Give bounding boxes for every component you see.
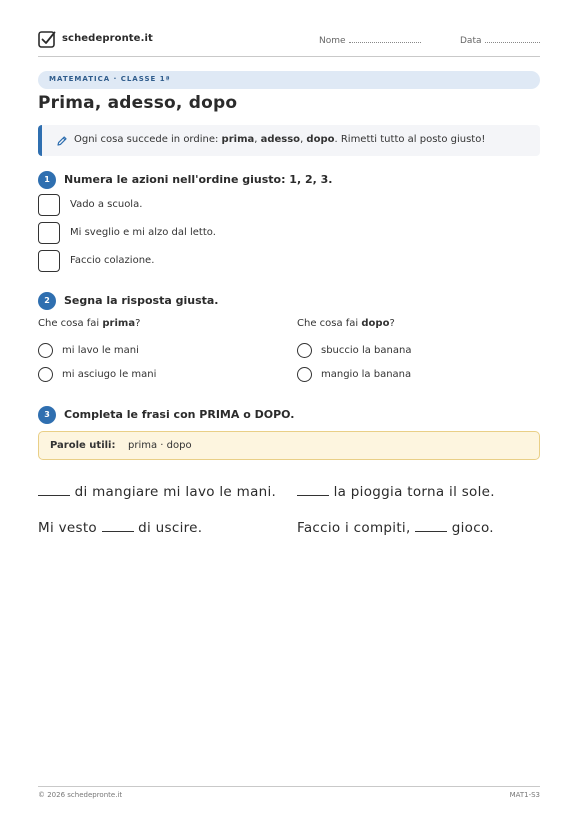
action-label: Vado a scuola. xyxy=(70,199,143,210)
action-label: Mi sveglio e mi alzo dal letto. xyxy=(70,227,216,238)
header-divider xyxy=(38,56,540,57)
fill-blank[interactable] xyxy=(38,484,70,496)
order-box[interactable] xyxy=(38,194,60,216)
sentence: di mangiare mi lavo le mani. xyxy=(38,484,276,500)
list-item xyxy=(38,194,338,216)
checkbox-logo-icon xyxy=(38,30,56,49)
date-blank[interactable] xyxy=(485,35,540,43)
fill-blank[interactable] xyxy=(415,520,447,532)
list-item xyxy=(38,367,258,383)
word-bank-label: Parole utili: xyxy=(50,440,116,451)
date-label: Data xyxy=(460,36,482,46)
name-blank[interactable] xyxy=(349,35,421,43)
list-item xyxy=(297,343,517,359)
answer-radio[interactable] xyxy=(38,343,53,358)
pencil-icon xyxy=(56,135,68,147)
answer-radio[interactable] xyxy=(297,367,312,382)
order-box[interactable] xyxy=(38,250,60,272)
answer-radio[interactable] xyxy=(297,343,312,358)
footer-divider xyxy=(38,786,540,787)
name-field xyxy=(319,35,421,46)
fill-blank[interactable] xyxy=(297,484,329,496)
answer-label: mi lavo le mani xyxy=(62,345,139,356)
page-title: Prima, adesso, dopo xyxy=(38,93,238,113)
sentence: Faccio i compiti, gioco. xyxy=(297,520,494,536)
name-label: Nome xyxy=(319,36,346,46)
fill-blank[interactable] xyxy=(102,520,134,532)
sentence: Mi vesto di uscire. xyxy=(38,520,203,536)
sentence: la pioggia torna il sole. xyxy=(297,484,495,500)
action-label: Faccio colazione. xyxy=(70,255,155,266)
exercise-number: 1 xyxy=(38,171,56,189)
answer-label: sbuccio la banana xyxy=(321,345,412,356)
exercise-number: 3 xyxy=(38,406,56,424)
page-header xyxy=(38,30,540,50)
list-item xyxy=(38,222,338,244)
list-item xyxy=(38,250,338,272)
list-item xyxy=(297,367,517,383)
footer-copyright: © 2026 schedepronte.it xyxy=(38,791,123,799)
subject-pill xyxy=(38,71,540,89)
word-bank-words: prima · dopo xyxy=(128,440,192,451)
exercise-title: Segna la risposta giusta. xyxy=(64,294,219,307)
order-box[interactable] xyxy=(38,222,60,244)
instruction-text: Ogni cosa succede in ordine: prima, adesso, dopo. Rimetti tutto al posto giusto! xyxy=(74,134,486,145)
answer-label: mangio la banana xyxy=(321,369,412,380)
date-field xyxy=(460,35,540,46)
instruction-box xyxy=(38,125,540,156)
brand-name: schedepronte.it xyxy=(62,33,153,44)
answer-radio[interactable] xyxy=(38,367,53,382)
question-dopo: Che cosa fai dopo? xyxy=(297,318,395,329)
question-prima: Che cosa fai prima? xyxy=(38,318,141,329)
answer-label: mi asciugo le mani xyxy=(62,369,157,380)
exercise-title: Completa le frasi con PRIMA o DOPO. xyxy=(64,408,295,421)
worksheet-page xyxy=(38,0,540,819)
exercise-title: Numera le azioni nell'ordine giusto: 1, 2, 3. xyxy=(64,173,333,186)
subject-label: MATEMATICA · CLASSE 1ª xyxy=(49,75,171,83)
list-item xyxy=(38,343,258,359)
footer-code: MAT1-S3 xyxy=(509,791,540,799)
exercise-number: 2 xyxy=(38,292,56,310)
word-bank xyxy=(38,431,540,460)
